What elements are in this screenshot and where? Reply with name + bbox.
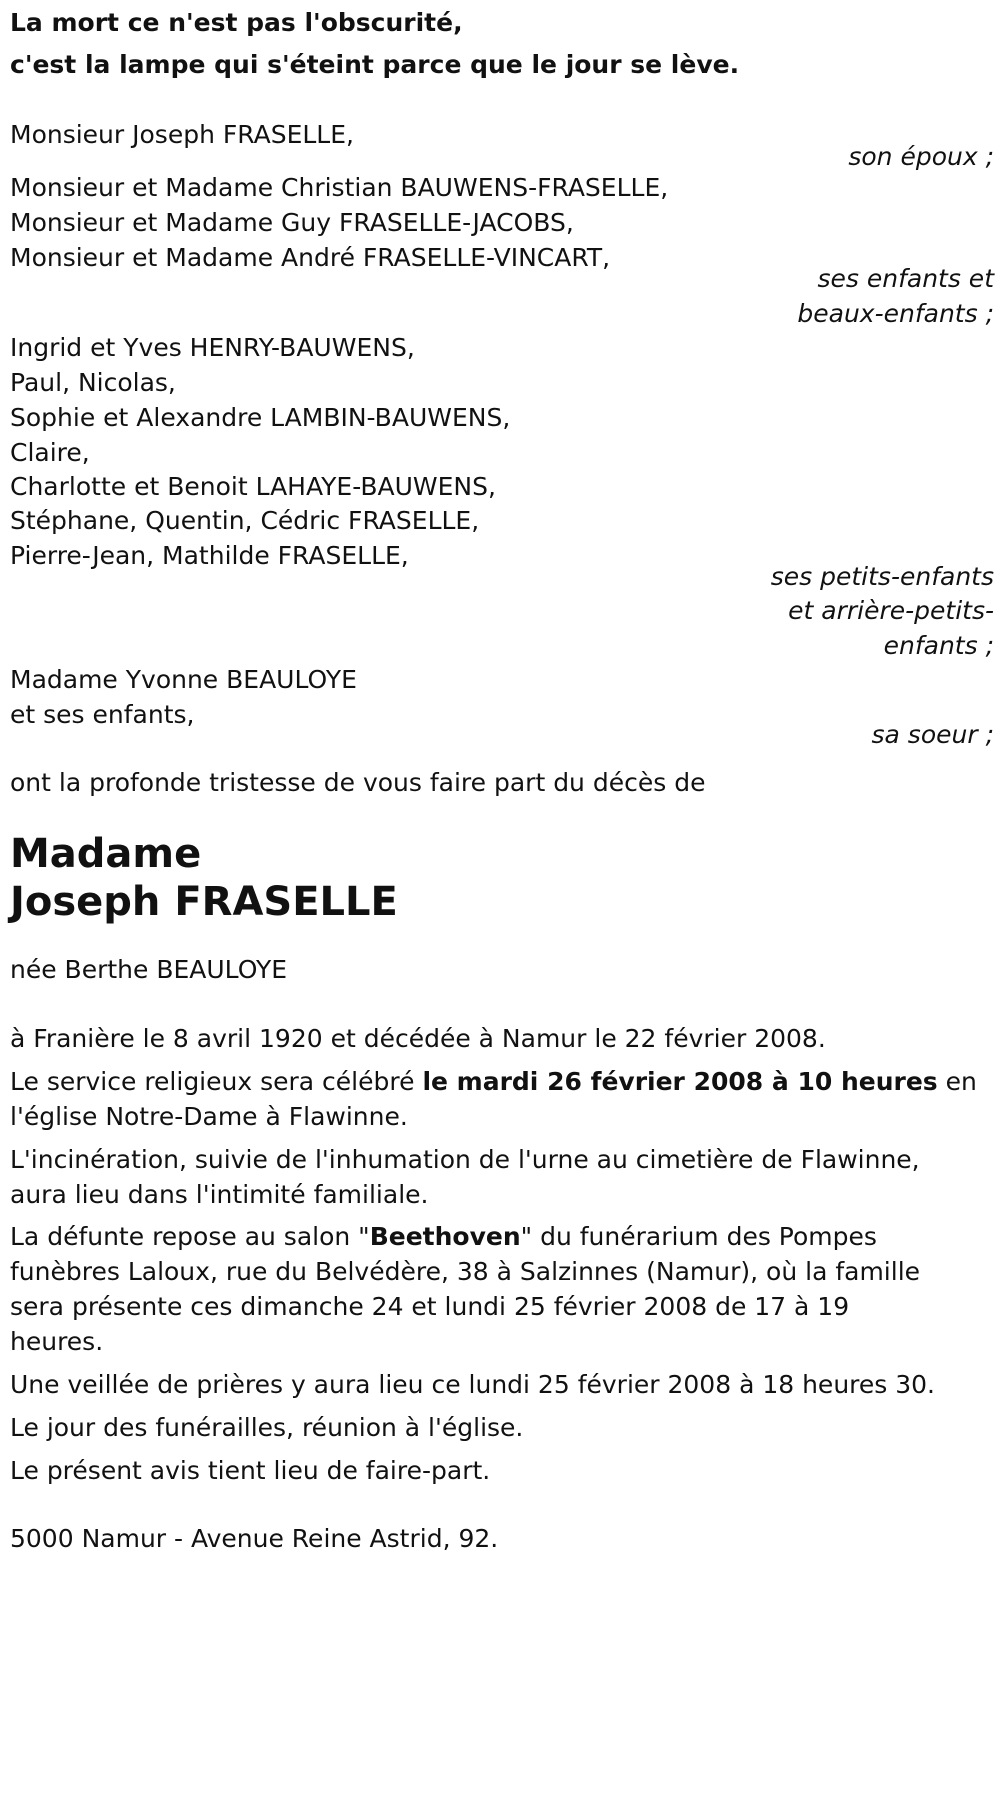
notice-text: Le présent avis tient lieu de faire-part. bbox=[10, 1456, 491, 1485]
spouse-name: Monsieur Joseph FRASELLE, bbox=[10, 120, 354, 149]
salon-line-3: sera présente ces dimanche 24 et lundi 25 février 2008 de 17 à 19 bbox=[10, 1292, 850, 1321]
service-line-2: l'église Notre-Dame à Flawinne. bbox=[10, 1102, 408, 1131]
service-prefix: Le service religieux sera célébré bbox=[10, 1067, 423, 1096]
grandchild-line: Paul, Nicolas, bbox=[10, 368, 176, 397]
grandchildren-relation-line-1: ses petits-enfants bbox=[770, 562, 994, 591]
salon-suffix: " du funérarium des Pompes bbox=[520, 1222, 877, 1251]
service-date: le mardi 26 février 2008 à 10 heures bbox=[422, 1067, 938, 1096]
grandchildren-relation-line-2: et arrière-petits- bbox=[788, 596, 994, 625]
spouse-relation: son époux ; bbox=[848, 142, 994, 171]
announcement-text: ont la profonde tristesse de vous faire part du décès de bbox=[10, 768, 706, 797]
salon-line-4: heures. bbox=[10, 1327, 104, 1356]
incineration-line-2: aura lieu dans l'intimité familiale. bbox=[10, 1180, 429, 1209]
salon-line-2: funèbres Laloux, rue du Belvédère, 38 à Salzinnes (Namur), où la famille bbox=[10, 1257, 921, 1286]
vigil-text: Une veillée de prières y aura lieu ce lundi 25 février 2008 à 18 heures 30. bbox=[10, 1370, 935, 1399]
child-line: Monsieur et Madame André FRASELLE-VINCART, bbox=[10, 243, 611, 272]
born-died-text: à Franière le 8 avril 1920 et décédée à Namur le 22 février 2008. bbox=[10, 1024, 826, 1053]
grandchild-line: Pierre-Jean, Mathilde FRASELLE, bbox=[10, 541, 409, 570]
sister-relation: sa soeur ; bbox=[871, 720, 994, 749]
grandchild-line: Stéphane, Quentin, Cédric FRASELLE, bbox=[10, 506, 480, 535]
epigraph-line-1: La mort ce n'est pas l'obscurité, bbox=[10, 8, 463, 37]
service-suffix: en bbox=[937, 1067, 977, 1096]
funeral-day-text: Le jour des funérailles, réunion à l'église. bbox=[10, 1413, 524, 1442]
sister-line: Madame Yvonne BEAULOYE bbox=[10, 665, 357, 694]
service-line-1 bbox=[10, 1067, 977, 1097]
salon-name: Beethoven bbox=[369, 1222, 521, 1251]
grandchildren-relation-line-3: enfants ; bbox=[883, 631, 994, 660]
birth-name: née Berthe BEAULOYE bbox=[10, 955, 288, 984]
incineration-line-1: L'incinération, suivie de l'inhumation de l'urne au cimetière de Flawinne, bbox=[10, 1145, 920, 1174]
deceased-name-line-1: Madame bbox=[10, 831, 202, 877]
sister-line: et ses enfants, bbox=[10, 700, 195, 729]
grandchild-line: Claire, bbox=[10, 438, 90, 467]
address-text: 5000 Namur - Avenue Reine Astrid, 92. bbox=[10, 1524, 499, 1553]
grandchild-line: Charlotte et Benoit LAHAYE-BAUWENS, bbox=[10, 472, 496, 501]
child-line: Monsieur et Madame Christian BAUWENS-FRASELLE, bbox=[10, 173, 669, 202]
grandchild-line: Ingrid et Yves HENRY-BAUWENS, bbox=[10, 333, 415, 362]
salon-line-1 bbox=[10, 1222, 877, 1252]
deceased-name-line-2: Joseph FRASELLE bbox=[10, 879, 398, 925]
epigraph-line-2: c'est la lampe qui s'éteint parce que le jour se lève. bbox=[10, 50, 740, 79]
child-line: Monsieur et Madame Guy FRASELLE-JACOBS, bbox=[10, 208, 574, 237]
children-relation-line-1: ses enfants et bbox=[817, 264, 994, 293]
children-relation-line-2: beaux-enfants ; bbox=[797, 299, 994, 328]
grandchild-line: Sophie et Alexandre LAMBIN-BAUWENS, bbox=[10, 403, 511, 432]
salon-prefix: La défunte repose au salon " bbox=[10, 1222, 370, 1251]
